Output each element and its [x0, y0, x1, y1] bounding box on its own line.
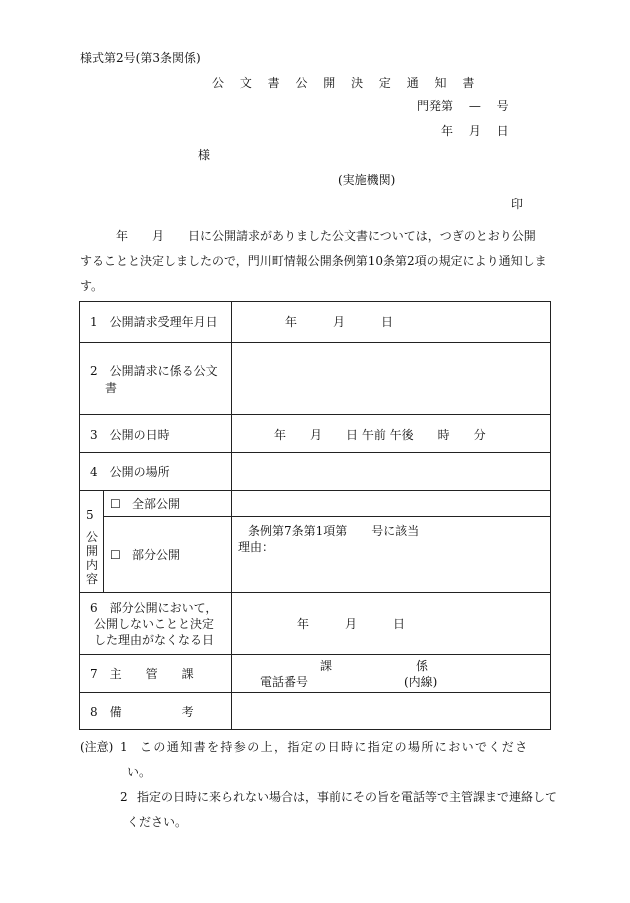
- table-border-top: [79, 301, 551, 302]
- row2-value-field[interactable]: [238, 350, 543, 408]
- body-line-2: することと決定しましたので，門川町情報公開条例第10条第2項の規定により通知しま: [80, 254, 547, 268]
- row-divider: [79, 654, 551, 655]
- full-disclosure-label: 全部公開: [132, 497, 181, 511]
- full-disclosure-checkbox[interactable]: ☐: [110, 497, 121, 511]
- row-divider: [79, 692, 551, 693]
- row1-label: 1 公開請求受理年月日: [90, 315, 218, 329]
- note2-number: 2: [120, 790, 128, 804]
- notes-prefix: (注意): [80, 740, 114, 754]
- partial-disclosure-clause: 条例第7条第1項第 号に該当: [248, 524, 420, 538]
- row2-label: 2 公開請求に係る公文: [90, 364, 218, 378]
- note1-text-cont: い。: [127, 765, 152, 779]
- row7-department: 課 係: [320, 659, 429, 673]
- row2-label-cont: 書: [105, 381, 118, 395]
- row4-label: 4 公開の場所: [90, 465, 170, 479]
- note1-number: 1: [120, 740, 128, 754]
- partial-disclosure-label: 部分公開: [132, 548, 181, 562]
- row5-vertical-char: 開: [86, 544, 99, 558]
- body-line-3: す。: [80, 279, 104, 293]
- table-border-bottom: [79, 729, 551, 730]
- document-date: 年 月 日: [441, 124, 509, 138]
- document-number: 門発第 — 号: [417, 99, 509, 113]
- row-divider: [79, 414, 551, 415]
- page-title: 公 文 書 公 開 決 定 通 知 書: [212, 76, 481, 90]
- seal-mark: 印: [511, 197, 524, 211]
- row7-phone: 電話番号 (内線): [260, 675, 438, 689]
- partial-disclosure-reason: 理由：: [238, 540, 275, 554]
- row-divider: [79, 592, 551, 593]
- row-divider: [79, 342, 551, 343]
- row3-value: 年 月 日 午前 午後 時 分: [274, 428, 486, 442]
- note1-text: この通知書を持参の上，指定の日時に指定の場所においでくださ: [140, 740, 529, 754]
- row5-number: 5: [86, 508, 94, 522]
- row8-label: 8 備 考: [90, 705, 194, 719]
- row5-vertical-char: 公: [86, 530, 99, 544]
- notice-body: [80, 224, 550, 299]
- row6-value: 年 月 日: [297, 617, 406, 631]
- table-border-left: [79, 301, 80, 730]
- row5-vertical-label: [86, 530, 98, 586]
- row8-value-field[interactable]: [238, 698, 543, 724]
- row5-vertical-char: 内: [86, 558, 99, 572]
- note2-text: 指定の日時に来られない場合は，事前にその旨を電話等で主管課まで連絡して: [137, 790, 558, 804]
- form-label: 様式第2号(第3条関係): [80, 51, 201, 65]
- row3-label: 3 公開の日時: [90, 428, 170, 442]
- row6-label-cont: した理由がなくなる日: [94, 633, 215, 647]
- row6-label: 6 部分公開において，: [90, 601, 218, 615]
- row-divider: [79, 452, 551, 453]
- agency-label: (実施機関): [338, 173, 396, 187]
- row5-vertical-char: 容: [86, 572, 99, 586]
- addressee-suffix: 様: [198, 148, 211, 162]
- row6-label-cont: 公開しないことと決定: [94, 617, 215, 631]
- row1-value: 年 月 日: [285, 315, 394, 329]
- partial-disclosure-checkbox[interactable]: ☐: [110, 548, 121, 562]
- row-divider: [79, 490, 551, 491]
- row5-sub-divider: [103, 516, 551, 517]
- row7-label: 7 主 管 課: [90, 667, 194, 681]
- row5-inner-divider: [103, 490, 104, 592]
- note2-text-cont: ください。: [127, 815, 188, 829]
- body-line-1: 年 月 日に公開請求がありました公文書については，つぎのとおり公開: [116, 229, 536, 243]
- row4-value-field[interactable]: [238, 458, 543, 484]
